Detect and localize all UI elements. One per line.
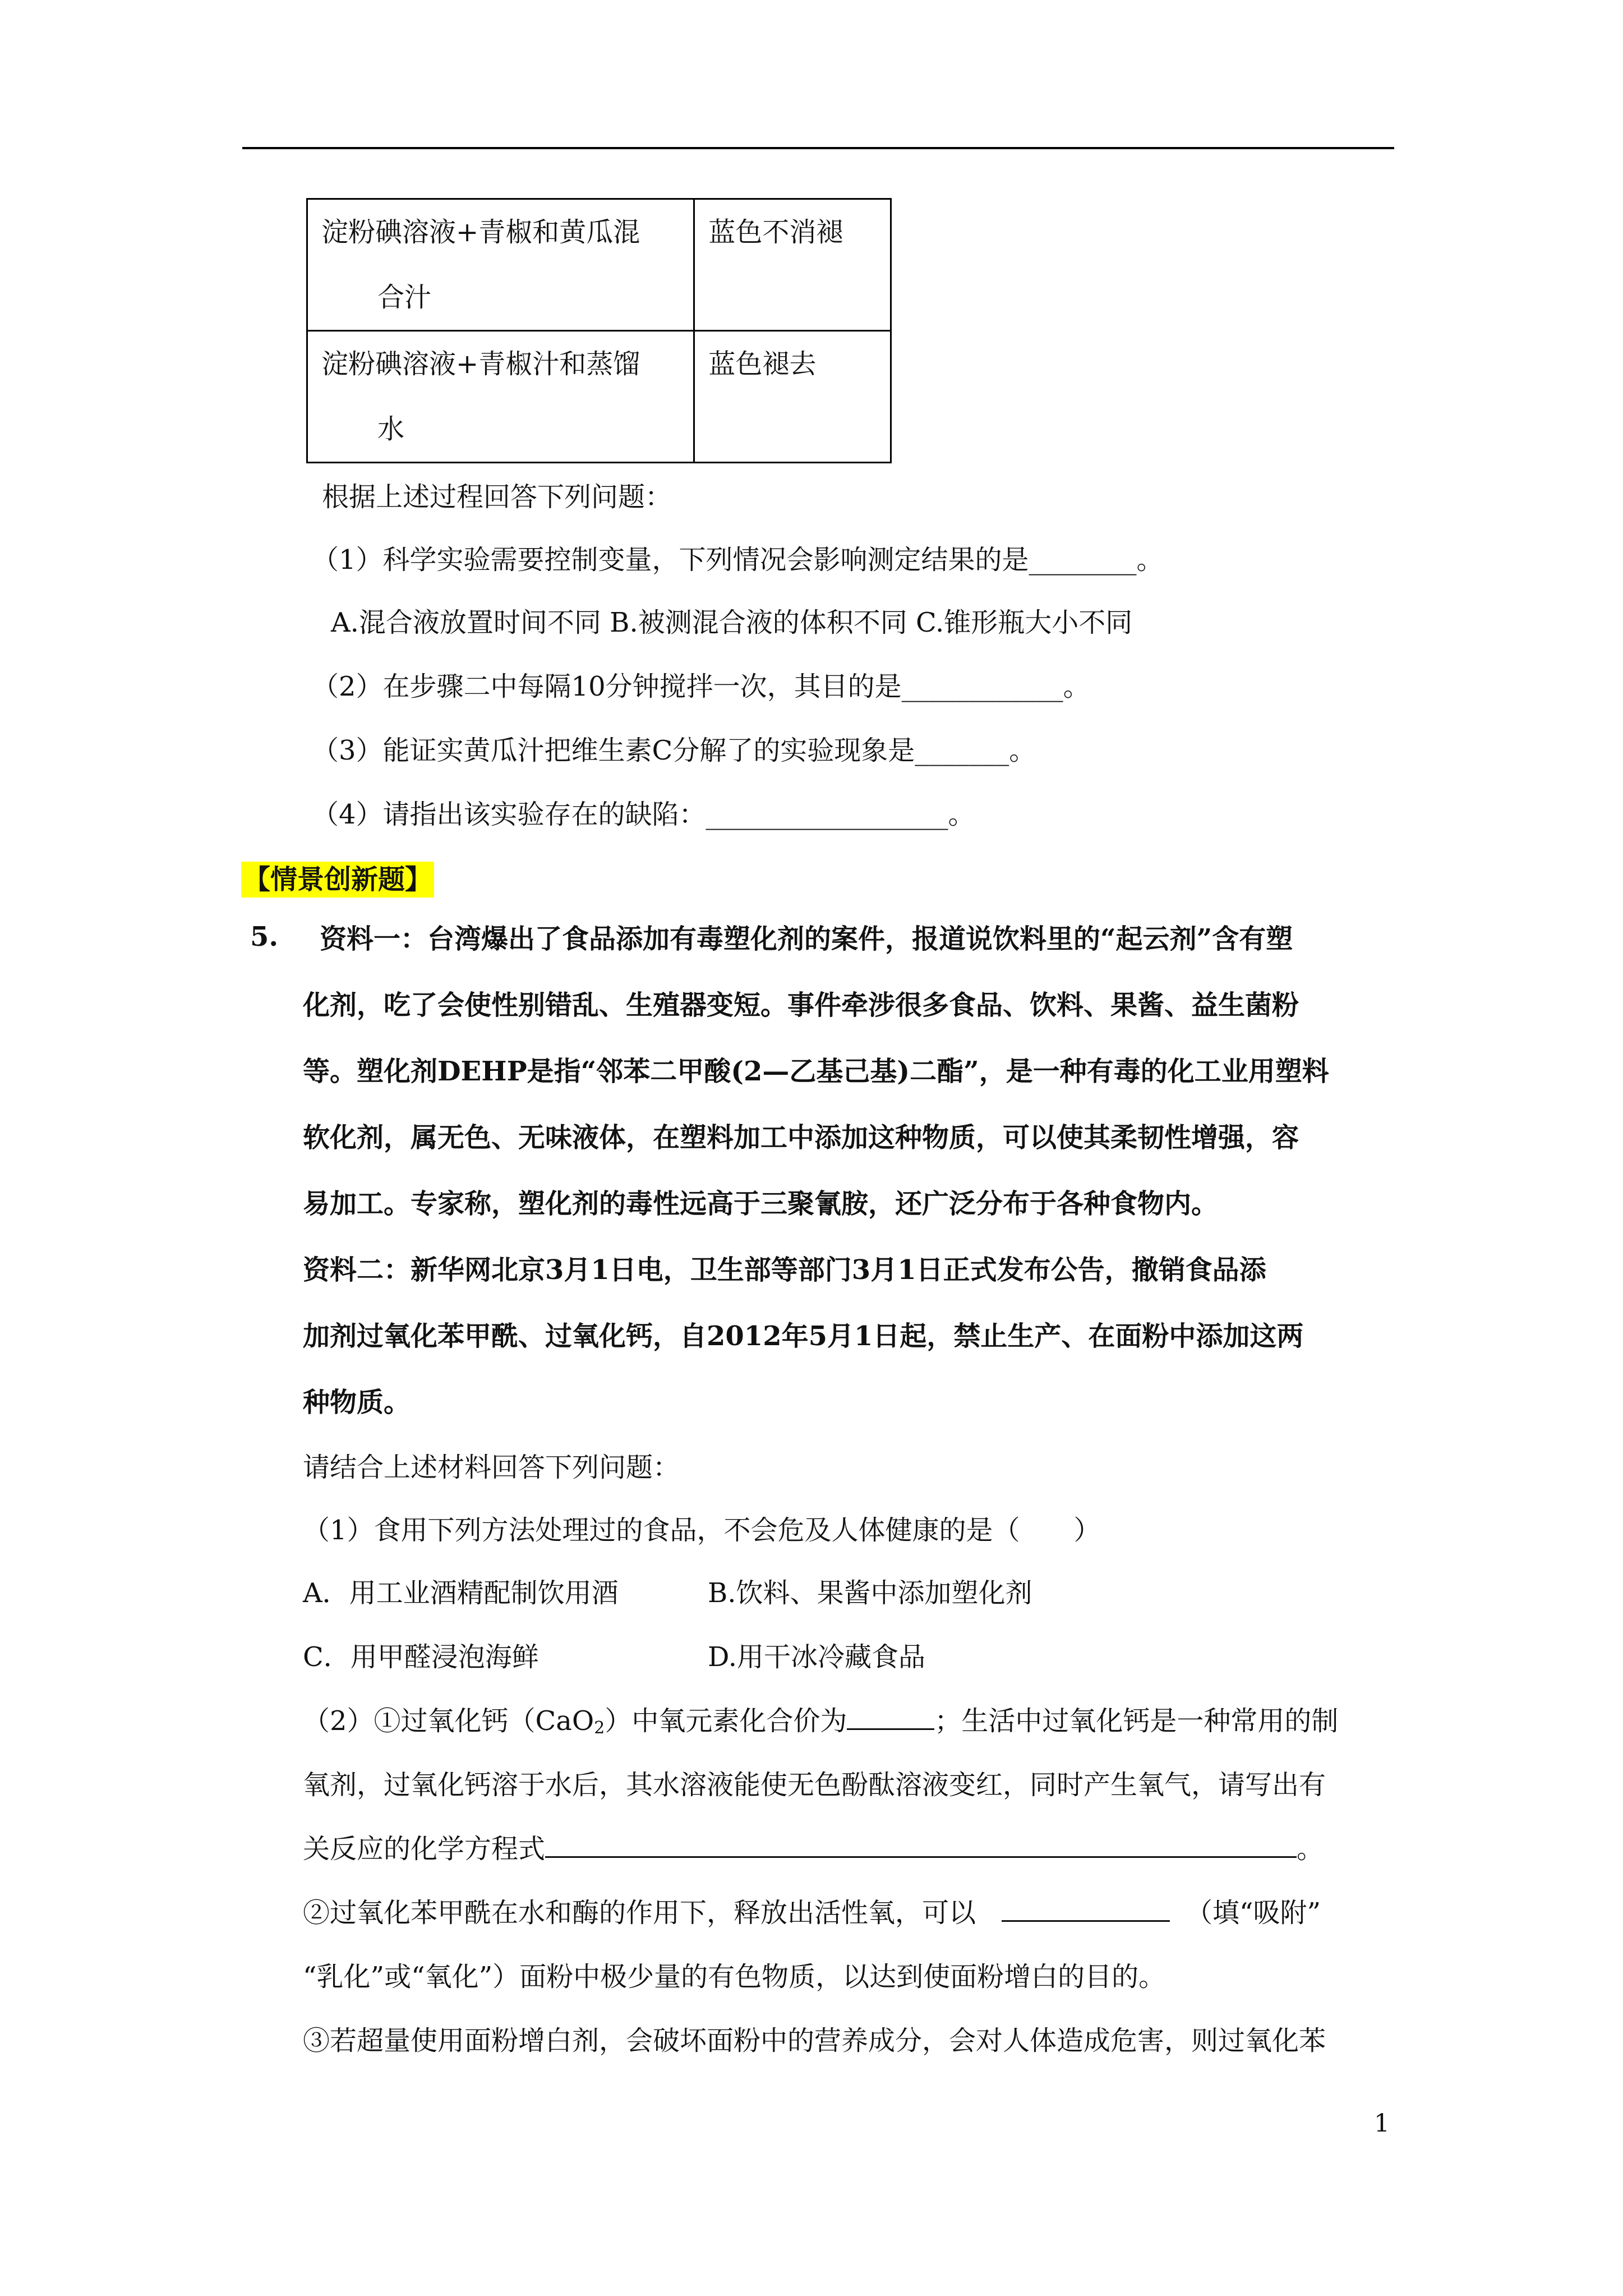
q4-options: A.混合液放置时间不同 B.被测混合液的体积不同 C.锥形瓶大小不同 <box>331 607 1133 638</box>
q5-part3-line1 <box>303 1896 1321 1930</box>
q5-part2-text-c: ；生活中过氧化钙是一种常用的制 <box>934 1705 1339 1737</box>
q4-part1-end: 。 <box>1136 544 1164 576</box>
answer-blank <box>545 1856 1297 1858</box>
table-cell <box>307 331 694 463</box>
table-row <box>307 199 891 331</box>
material-one-line: 等。塑化剂DEHP是指“邻苯二甲酸(2—乙基己基)二酯”，是一种有毒的化工业用塑料 <box>303 1056 1329 1087</box>
q5-option-b: B.饮料、果酱中添加塑化剂 <box>708 1577 1032 1609</box>
page-number: 1 <box>1374 2109 1390 2138</box>
q4-intro: 根据上述过程回答下列问题： <box>322 481 672 513</box>
q4-part2-blank: ____________ <box>901 671 1063 702</box>
material-one-line: 软化剂，属无色、无味液体，在塑料加工中添加这种物质，可以使其柔韧性增强，容 <box>303 1122 1299 1153</box>
q5-part4-line1: ③若超量使用面粉增白剂，会破坏面粉中的营养成分，会对人体造成危害，则过氧化苯 <box>303 2025 1326 2056</box>
experiment-table <box>306 198 892 463</box>
subscript-two: 2 <box>594 1718 605 1738</box>
q5-prompt: 请结合上述材料回答下列问题： <box>303 1452 680 1483</box>
answer-blank <box>1002 1920 1170 1922</box>
q5-part2-line3-end: 。 <box>1297 1833 1324 1865</box>
material-two-line: 种物质。 <box>303 1387 411 1418</box>
material-two-line: 资料二：新华网北京3月1日电，卫生部等部门3月1日正式发布公告，撤销食品添 <box>303 1254 1266 1286</box>
q5-part2-line1 <box>303 1704 1338 1745</box>
q4-part2 <box>312 670 1090 703</box>
material-one-line: 化剂，吃了会使性别错乱、生殖器变短。事件牵涉很多食品、饮料、果酱、益生菌粉 <box>303 990 1299 1021</box>
section-tag: 【情景创新题】 <box>241 862 434 898</box>
q5-option-c: C．用甲醛浸泡海鲜 <box>303 1641 539 1673</box>
q5-part2-line2: 氧剂，过氧化钙溶于水后，其水溶液能使无色酚酞溶液变红，同时产生氧气，请写出有 <box>303 1769 1326 1801</box>
q4-part3-text: （3）能证实黄瓜汁把维生素C分解了的实验现象是 <box>312 735 915 766</box>
q4-part4-text: （4）请指出该实验存在的缺陷： <box>312 799 706 830</box>
table-row <box>307 331 891 463</box>
header-rule <box>242 147 1394 149</box>
q5-part1: （1）食用下列方法处理过的食品，不会危及人体健康的是（ ） <box>303 1515 1101 1546</box>
q5-part3-text-a: ②过氧化苯甲酰在水和酶的作用下，释放出活性氧，可以 <box>303 1897 976 1929</box>
q4-part1-blank: ________ <box>1029 544 1137 576</box>
q5-part2-line3 <box>303 1832 1324 1866</box>
material-two-line: 加剂过氧化苯甲酰、过氧化钙，自2012年5月1日起，禁止生产、在面粉中添加这两 <box>303 1320 1304 1352</box>
q4-part4 <box>312 798 975 831</box>
question-number: 5. <box>250 921 279 953</box>
cell-text: 淀粉碘溶液+青椒和黄瓜混 <box>321 217 640 248</box>
q4-part3-blank: _______ <box>915 735 1009 766</box>
q5-part2-line3-text: 关反应的化学方程式 <box>303 1833 546 1865</box>
q5-part3-text-b: （填“吸附” <box>1186 1897 1321 1929</box>
q4-part4-blank: __________________ <box>706 799 948 830</box>
table-cell: 蓝色不消褪 <box>694 199 891 331</box>
q5-part3-line2: “乳化”或“氧化”）面粉中极少量的有色物质，以达到使面粉增白的目的。 <box>303 1961 1166 1993</box>
cell-text: 淀粉碘溶液+青椒汁和蒸馏 <box>321 348 640 380</box>
q4-part2-text: （2）在步骤二中每隔10分钟搅拌一次，其目的是 <box>312 671 902 702</box>
material-one-line: 资料一：台湾爆出了食品添加有毒塑化剂的案件，报道说饮料里的“起云剂”含有塑 <box>320 923 1293 955</box>
q5-part2-text-a: （2）①过氧化钙（CaO <box>303 1705 594 1737</box>
answer-blank <box>847 1728 934 1730</box>
q4-part3 <box>312 734 1036 767</box>
q5-part2-text-b: ）中氧元素化合价为 <box>605 1705 847 1737</box>
q5-option-d: D.用干冰冷藏食品 <box>708 1641 926 1673</box>
q4-part3-end: 。 <box>1009 735 1036 766</box>
cell-text-continued: 水 <box>377 413 405 445</box>
q4-part2-end: 。 <box>1063 671 1090 702</box>
q4-part1-text: （1）科学实验需要控制变量，下列情况会影响测定结果的是 <box>312 544 1029 576</box>
table-cell: 蓝色褪去 <box>694 331 891 463</box>
q4-part1 <box>312 543 1164 577</box>
q5-option-a: A．用工业酒精配制饮用酒 <box>303 1577 619 1609</box>
material-one-line: 易加工。专家称，塑化剂的毒性远高于三聚氰胺，还广泛分布于各种食物内。 <box>303 1188 1219 1220</box>
table-cell <box>307 199 694 331</box>
cell-text-continued: 合汁 <box>377 282 432 313</box>
q4-part4-end: 。 <box>948 799 975 830</box>
